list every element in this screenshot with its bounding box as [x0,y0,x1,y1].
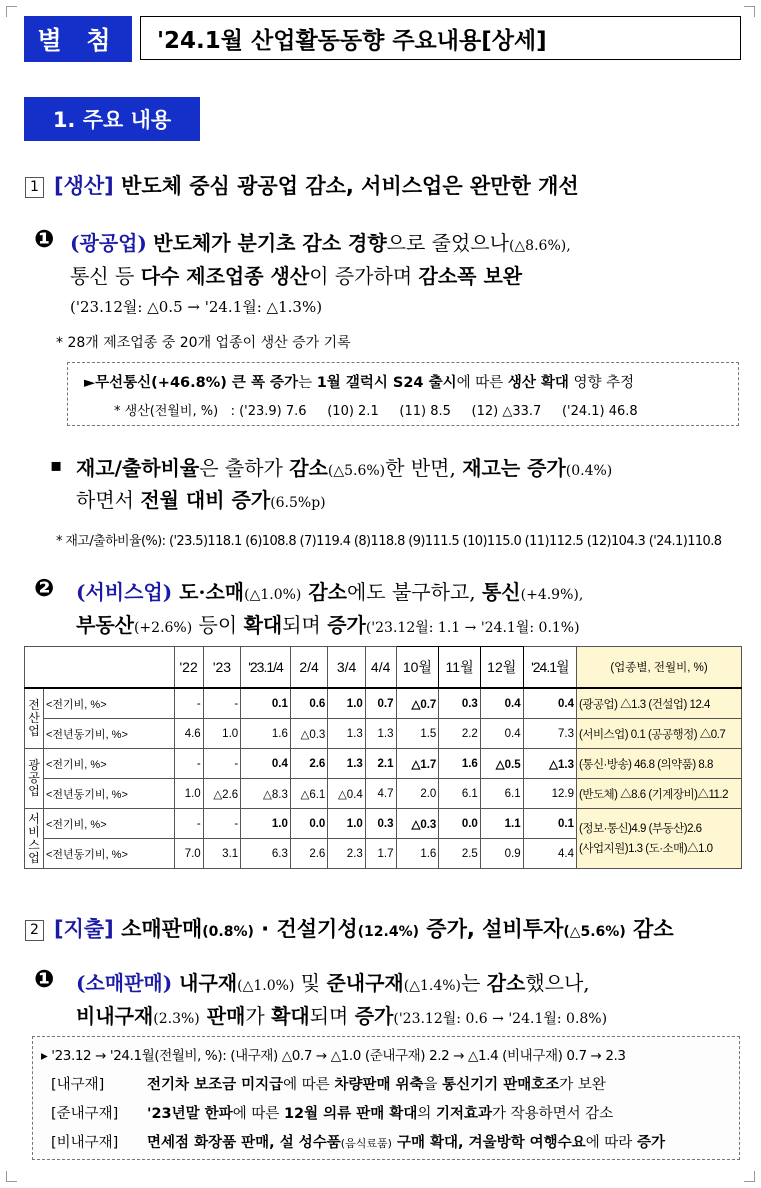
table-cell: △0.3 [290,719,327,749]
table-cell: - [203,688,240,719]
table-cell: 4.6 [174,719,203,749]
table-header-cell: '22 [174,647,203,689]
table-header-cell: 12월 [480,647,523,689]
table-row [25,809,742,839]
text: 영향 추정 [568,375,635,391]
text-bold: 감소 [486,971,526,995]
text-bold: 확대 [271,1004,310,1028]
text-bold: 증가 [327,613,366,637]
row-label: <전기비, %> [44,809,175,839]
detail-row [51,1073,606,1094]
para-tag: (소매판매) [76,971,173,995]
text-small: (+4.9%), [520,587,584,603]
text-bold: 비내구재 [76,1004,154,1028]
text-small: (△1.0%) [244,587,302,603]
table-cell: - [174,809,203,839]
table-cell: 1.3 [328,719,365,749]
text-small: (2.3%) [153,1011,200,1027]
table-cell: 0.3 [365,809,396,839]
category-cell: 광공업 [25,749,44,809]
table-header-cell: '23.1/4 [241,647,291,689]
text: 는 [461,971,487,995]
note-cell: (통신·방송) 46.8 (의약품) 8.8 [577,749,742,779]
table-row [25,719,742,749]
footnote: * 재고/출하비율(%): ('23.5)118.1 (6)108.8 (7)119.4 (8)118.8 (9)111.5 (10)115.0 (11)112.5 (12)104.3 ('24.1)110.8 [56,534,722,549]
row-label: [준내구재] [51,1106,119,1122]
table-header-cell: (업종별, 전월비, %) [577,647,742,689]
text-small: (6.5%p) [270,495,326,511]
text-bold: 준내구재 [326,971,404,995]
para-tag: (서비스업) [76,580,173,604]
text: 은 출하가 [199,456,290,480]
table-cell: 6.1 [480,779,523,809]
table-header-cell: 2/4 [290,647,327,689]
text-bold: 생산 확대 [507,375,569,391]
text-bold: 기저효과 [435,1106,492,1122]
table-cell: △0.5 [480,749,523,779]
paragraph-line [76,609,580,638]
text: 이 증가하며 [309,264,419,288]
page-corner-mark [744,6,755,17]
text-bold: 다수 제조업종 생산 [140,264,310,288]
paragraph-line [76,484,326,513]
text-small: (+2.6%) [133,620,193,636]
table-cell: 0.9 [480,839,523,869]
comparison-text: ('23.12월: △0.5 → '24.1월: △1.3%) [70,298,323,316]
table-cell: 1.6 [396,839,439,869]
footnote: * 28개 제조업종 중 20개 업종이 생산 증가 기록 [56,335,351,351]
bullet-icon: ❷ [34,574,55,602]
table-header-cell: 3/4 [328,647,365,689]
category-cell: 전산업 [25,688,44,749]
table-header-cell: 10월 [396,647,439,689]
text-small: (0.4%) [565,463,613,479]
text-small: (0.8%) [202,924,254,940]
text: 을 [423,1077,443,1093]
table-cell: 7.3 [523,719,576,749]
table-cell: 0.4 [480,688,523,719]
row-label: [비내구재] [51,1135,119,1151]
table-header-cell: 11월 [439,647,481,689]
text: 등이 [192,613,244,637]
page-corner-mark [744,1171,755,1182]
table-cell: 0.6 [290,688,327,719]
topic-tag: [생산] [54,174,114,198]
note-cell: (서비스업) 0.1 (공공행정) △0.7 [577,719,742,749]
table-cell: 2.2 [439,719,481,749]
detail-line: ▸ '23.12 → '24.1월(전월비, %): (내구재) △0.7 → △1.0 (준내구재) 2.2 → △1.4 (비내구재) 0.7 → 2.3 [41,1048,626,1064]
table-cell: △1.3 [523,749,576,779]
table-cell: △0.3 [396,809,439,839]
table-cell: 1.7 [365,839,396,869]
text-bold: 구매 확대, [391,1135,469,1151]
para-tag: (광공업) [70,231,147,255]
page-corner-mark [6,1171,17,1182]
text-bold: 차량판매 위축 [334,1077,424,1093]
text: 통신 등 [70,264,141,288]
text-bold: 면세점 화장품 판매, 설 성수품 [147,1135,341,1151]
table-cell: - [174,688,203,719]
table-cell: - [203,749,240,779]
table-cell: 0.1 [523,809,576,839]
table-cell: 1.0 [328,809,365,839]
table-cell: 7.0 [174,839,203,869]
text-small: ('23.12월: 0.6 → '24.1월: 0.8%) [393,1011,608,1027]
detail-line [84,371,634,392]
detail-row [51,1102,613,1123]
table-cell: 1.0 [241,809,291,839]
table-cell: - [174,749,203,779]
page-corner-mark [6,6,17,17]
table-cell: 1.3 [365,719,396,749]
table-cell: 4.4 [523,839,576,869]
text-small: (△5.6%) [563,924,626,940]
table-cell: 0.4 [523,688,576,719]
text-small: (음식료품) [340,1137,392,1150]
table-row [25,688,742,719]
note-line: (정보·통신)4.9 (부동산)2.6 [579,822,702,835]
paragraph-line [76,1000,607,1029]
table-cell: 3.1 [203,839,240,869]
text-bold: 통신 [481,580,521,604]
table-cell: 0.7 [365,688,396,719]
paragraph-line [76,967,590,996]
table-cell: 0.0 [439,809,481,839]
text: 가 작용하면서 감소 [491,1106,614,1122]
text-bold: 재고/출하비율 [76,456,200,480]
text-bold: ►무선통신(+46.8%) 큰 폭 증가 [84,375,299,391]
topic-tag: [지출] [54,917,114,941]
text-bold: '23년말 한파 [147,1106,233,1122]
text: 되며 [282,613,328,637]
text: 감소 [625,917,674,941]
text-bold: 1월 갤럭시 S24 출시 [316,375,457,391]
bullet-icon: ▪ [50,455,63,476]
table-cell: 1.6 [241,719,291,749]
table-cell: 1.3 [328,749,365,779]
text: 및 [294,971,327,995]
text-bold: 감소 [289,456,328,480]
text: 는 [298,375,317,391]
table-cell: 6.3 [241,839,291,869]
table-row [25,749,742,779]
table-cell: 1.6 [439,749,481,779]
text: 에도 불구하고, [346,580,482,604]
data-table [24,646,742,869]
paragraph-line [70,227,571,256]
text: 되며 [309,1004,355,1028]
text: 가 [245,1004,272,1028]
table-cell: △0.7 [396,688,439,719]
text-bold: 겨울방학 여행수요 [468,1135,586,1151]
table-cell: 0.0 [290,809,327,839]
text: 한 반면, [385,456,463,480]
table-cell: - [203,809,240,839]
topic-heading-production [25,170,579,200]
bullet-icon: ❶ [34,965,55,993]
table-cell: △2.6 [203,779,240,809]
table-header-cell: 4/4 [365,647,396,689]
table-header-cell: '24.1월 [523,647,576,689]
row-label: <전년동기비, %> [44,839,175,869]
detail-data-line: * 생산(전월비, %) : ('23.9) 7.6 (10) 2.1 (11) 8.5 (12) △33.7 ('24.1) 46.8 [114,404,638,419]
text-bold: 반도체가 분기초 감소 경향 [153,231,387,255]
text-small: (△8.6%), [508,238,571,254]
table-cell: 0.4 [241,749,291,779]
topic-number: 1 [25,177,44,198]
text: 하면서 [76,488,141,512]
text: 에 따른 [283,1077,335,1093]
text-bold: 도·소매 [172,580,245,604]
text-small: (△1.0%) [237,978,295,994]
table-cell: 6.1 [439,779,481,809]
text-bold: 감소폭 보완 [418,264,523,288]
text-bold: 증가 [354,1004,394,1028]
paragraph-line [76,452,612,481]
note-cell [577,809,742,869]
text: 에 따른 [456,375,508,391]
table-cell: 0.1 [241,688,291,719]
table-cell: 4.7 [365,779,396,809]
note-cell: (광공업) △1.3 (건설업) 12.4 [577,688,742,719]
row-label: <전년동기비, %> [44,779,175,809]
table-cell: △6.1 [290,779,327,809]
text-small: ('23.12월: 1.1 → '24.1월: 0.1%) [365,620,580,636]
table-cell: 2.6 [290,839,327,869]
text: 의 [417,1106,436,1122]
table-cell: △8.3 [241,779,291,809]
table-cell: 2.6 [290,749,327,779]
table-header-cell: '23 [203,647,240,689]
topic-number: 2 [25,920,44,941]
text-bold: 판매 [199,1004,246,1028]
table-cell: 1.0 [203,719,240,749]
text-bold: 전월 대비 증가 [140,488,271,512]
table-cell: 2.0 [396,779,439,809]
table-header-cell [25,647,175,689]
text-bold: 내구재 [172,971,238,995]
text: 소매판매 [113,917,203,941]
text: 증가, 설비투자 [419,917,564,941]
note-cell: (반도체) △8.6 (기계장비)△11.2 [577,779,742,809]
section-heading: 1. 주요 내용 [24,97,200,141]
table-cell: 12.9 [523,779,576,809]
table-cell: 1.1 [480,809,523,839]
row-label: <전년동기비, %> [44,719,175,749]
text: 에 따른 [232,1106,284,1122]
detail-box [67,362,739,426]
text: · 건설기성 [253,917,358,941]
text-bold: 12월 의류 판매 확대 [283,1106,418,1122]
text-small: (△5.6%) [327,463,386,479]
table-cell: 1.0 [328,688,365,719]
table-cell: 2.3 [328,839,365,869]
topic-title: 반도체 중심 광공업 감소, 서비스업은 완만한 개선 [121,174,579,198]
text-bold: 확대 [243,613,283,637]
text-bold: 전기차 보조금 미지급 [147,1077,284,1093]
industry-table [24,646,742,869]
text-bold: 부동산 [76,613,134,637]
text-bold: 감소 [301,580,347,604]
text-small: (12.4%) [357,924,419,940]
table-cell: 0.4 [480,719,523,749]
table-row [25,779,742,809]
detail-box [32,1036,740,1160]
table-cell: 2.1 [365,749,396,779]
bullet-icon: ❶ [34,225,55,253]
table-cell: 2.5 [439,839,481,869]
row-label: <전기비, %> [44,688,175,719]
note-line: (사업지원)1.3 (도·소매)△1.0 [579,842,713,855]
paragraph-line [70,260,522,289]
row-label: [내구재] [51,1077,105,1093]
text: 에 따라 [585,1135,637,1151]
text-bold: 증가 [636,1135,665,1151]
table-header-row [25,647,742,689]
text: 했으나, [525,971,590,995]
annex-label: 별 첨 [24,16,132,62]
table-cell: △0.4 [328,779,365,809]
text: 으로 줄었으나 [386,231,509,255]
row-label: <전기비, %> [44,749,175,779]
table-cell: 0.3 [439,688,481,719]
paragraph-line [76,576,583,605]
category-cell: 서비스업 [25,809,44,869]
text: 가 보완 [559,1077,606,1093]
table-cell: 1.5 [396,719,439,749]
text-bold: 재고는 증가 [462,456,566,480]
table-cell: 1.0 [174,779,203,809]
text-small: (△1.4%) [403,978,462,994]
page-title: '24.1월 산업활동동향 주요내용[상세] [140,16,741,60]
table-cell: △1.7 [396,749,439,779]
text-bold: 통신기기 판매호조 [442,1077,560,1093]
topic-heading-spending [25,913,674,943]
detail-row [51,1131,665,1152]
